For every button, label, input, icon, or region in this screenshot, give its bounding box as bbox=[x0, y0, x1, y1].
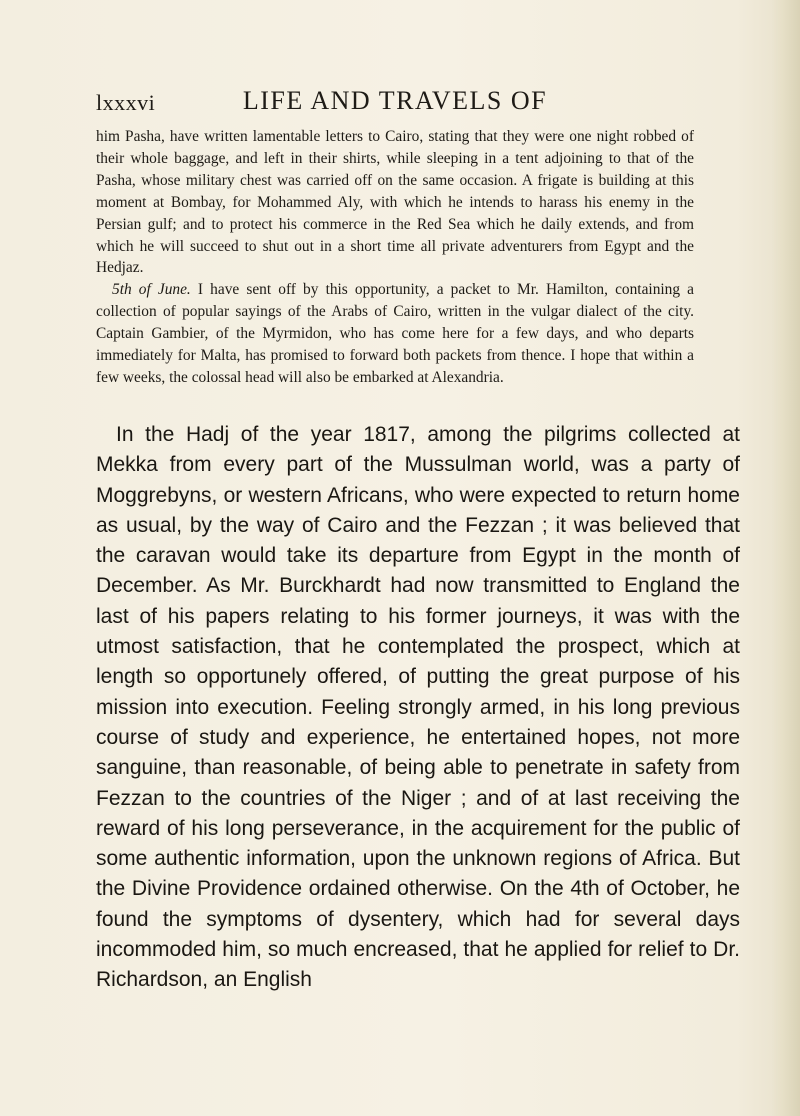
page-header bbox=[96, 84, 694, 120]
letter-paragraph-1: him Pasha, have written lamentable letters to Cairo, stating that they were one night robbed of their whole baggage, and left in their shirts, while sleeping in a tent adjoining to that of the Pasha, whose military chest was carried off on the same occasion. A frigate is building at this moment at Bombay, for Mohammed Aly, with which he intends to harass his enemy in the Persian gulf; and to protect his commerce in the Red Sea which he daily extends, and from which he will succeed to shut out in a short time all private adventurers from Egypt and the Hedjaz. bbox=[96, 128, 694, 277]
narrative-paragraph: In the Hadj of the year 1817, among the pilgrims collected at Mekka from every part of the Mussulman world, was a party of Moggrebyns, or western Africans, who were expected to return home as usual, by the way of Cairo and the Fezzan ; it was believed that the caravan would take its departure from Egypt in the month of December. As Mr. Burckhardt had now transmitted to England the last of his papers relating to his former journeys, it was with the utmost satisfaction, that he contemplated the prospect, which at length so opportunely offered, of putting the great purpose of his mission into execution. Feeling strongly armed, in his long previous course of study and experience, he entertained hopes, not more sanguine, than reasonable, of being able to penetrate in safety from Fezzan to the countries of the Niger ; and of at last receiving the reward of his long perseverance, in the acquirement for the public of some authentic information, upon the unknown regions of Africa. But the Divine Providence ordained otherwise. On the 4th of October, he found the symptoms of dysentery, which had for several days incommoded him, so much encreased, that he applied for relief to Dr. Richardson, an English bbox=[96, 423, 740, 992]
letter-excerpt bbox=[96, 126, 694, 389]
letter-paragraph-2 bbox=[96, 279, 694, 389]
letter-paragraph-2-body: I have sent off by this opportunity, a packet to Mr. Hamilton, containing a collection of popular sayings of the Arabs of Cairo, written in the vulgar dialect of the city. Captain Gambier, of the Myrmidon, who has come here for a few days, and who departs immediately for Malta, has promised to forward both packets from thence. I hope that within a few weeks, the colossal head will also be embarked at Alexandria. bbox=[96, 281, 695, 386]
page-edge bbox=[772, 0, 800, 1116]
narrative-text bbox=[96, 420, 740, 996]
running-title: LIFE AND TRAVELS OF bbox=[242, 86, 548, 115]
page-number: lxxxvi bbox=[96, 90, 156, 115]
letter-date: 5th of June. bbox=[112, 281, 191, 299]
